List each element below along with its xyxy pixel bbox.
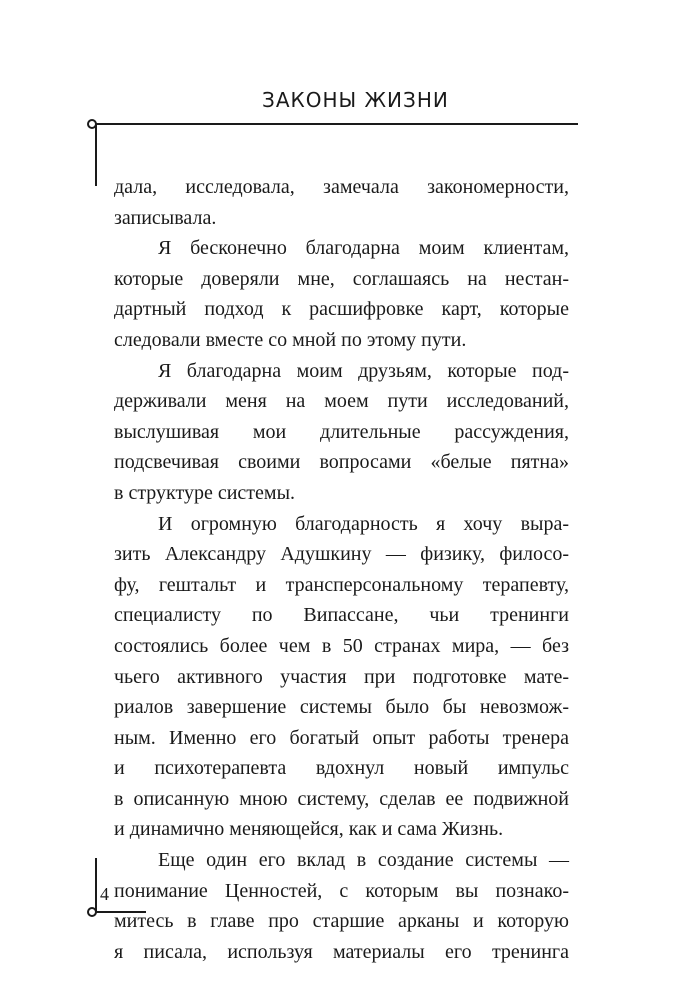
page-number: 4 (100, 884, 109, 904)
text-line: я писала, используя материалы его тренинга (114, 940, 569, 963)
text-line: Я бесконечно благодарна моим клиентам, (158, 237, 569, 260)
text-line: в структуре системы. (114, 481, 296, 504)
running-header-title: ЗАКОНЫ ЖИЗНИ (262, 88, 449, 112)
text-line: дала, исследовала, замечала закономерности, (114, 176, 569, 198)
paragraph-5 (114, 845, 569, 967)
text-line: и динамично меняющейся, как и сама Жизнь. (114, 818, 504, 841)
text-line: выслушивая мои длительные рассуждения, (114, 420, 569, 443)
text-line: дартный подход к расшифровке карт, которые (114, 298, 569, 321)
body-text (114, 172, 569, 967)
footer-rule-curl-icon (88, 908, 96, 916)
text-line: понимание Ценностей, с которым вы познако- (114, 879, 569, 902)
text-line: Еще один его вклад в создание системы — (158, 849, 569, 872)
text-line: подсвечивая своими вопросами «белые пятна» (114, 451, 569, 474)
text-line: фу, гештальт и трансперсональному терапевту, (114, 573, 569, 596)
text-line: зить Александру Адушкину — физику, филосо- (114, 543, 569, 566)
text-line: риалов завершение системы было бы невозмож- (114, 696, 569, 719)
text-line: записывала. (114, 206, 217, 229)
text-line: чьего активного участия при подготовке мате- (114, 665, 569, 688)
text-line: Я благодарна моим друзьям, которые под- (158, 359, 569, 382)
text-line: в описанную мною систему, сделав ее подвижной (114, 787, 569, 810)
text-line: И огромную благодарность я хочу выра- (158, 512, 569, 535)
paragraph-2 (114, 233, 569, 355)
text-line: специалисту по Випассане, чьи тренинги (114, 604, 569, 627)
paragraph-3 (114, 356, 569, 509)
text-line: следовали вместе со мной по этому пути. (114, 328, 467, 351)
paragraph-4 (114, 509, 569, 846)
text-line: состоялись более чем в 50 странах мира, — без (114, 634, 569, 657)
text-line: держивали меня на моем пути исследований, (114, 390, 569, 413)
text-line: митесь в главе про старшие арканы и которую (114, 910, 569, 933)
header-rule-curl-icon (88, 120, 96, 128)
text-line: которые доверяли мне, соглашаясь на нестан- (114, 267, 569, 290)
header-ornament-rule (0, 0, 695, 200)
text-line: ным. Именно его богатый опыт работы тренера (114, 726, 569, 749)
paragraph-1 (114, 172, 569, 233)
text-line: и психотерапевта вдохнул новый импульс (114, 757, 569, 780)
